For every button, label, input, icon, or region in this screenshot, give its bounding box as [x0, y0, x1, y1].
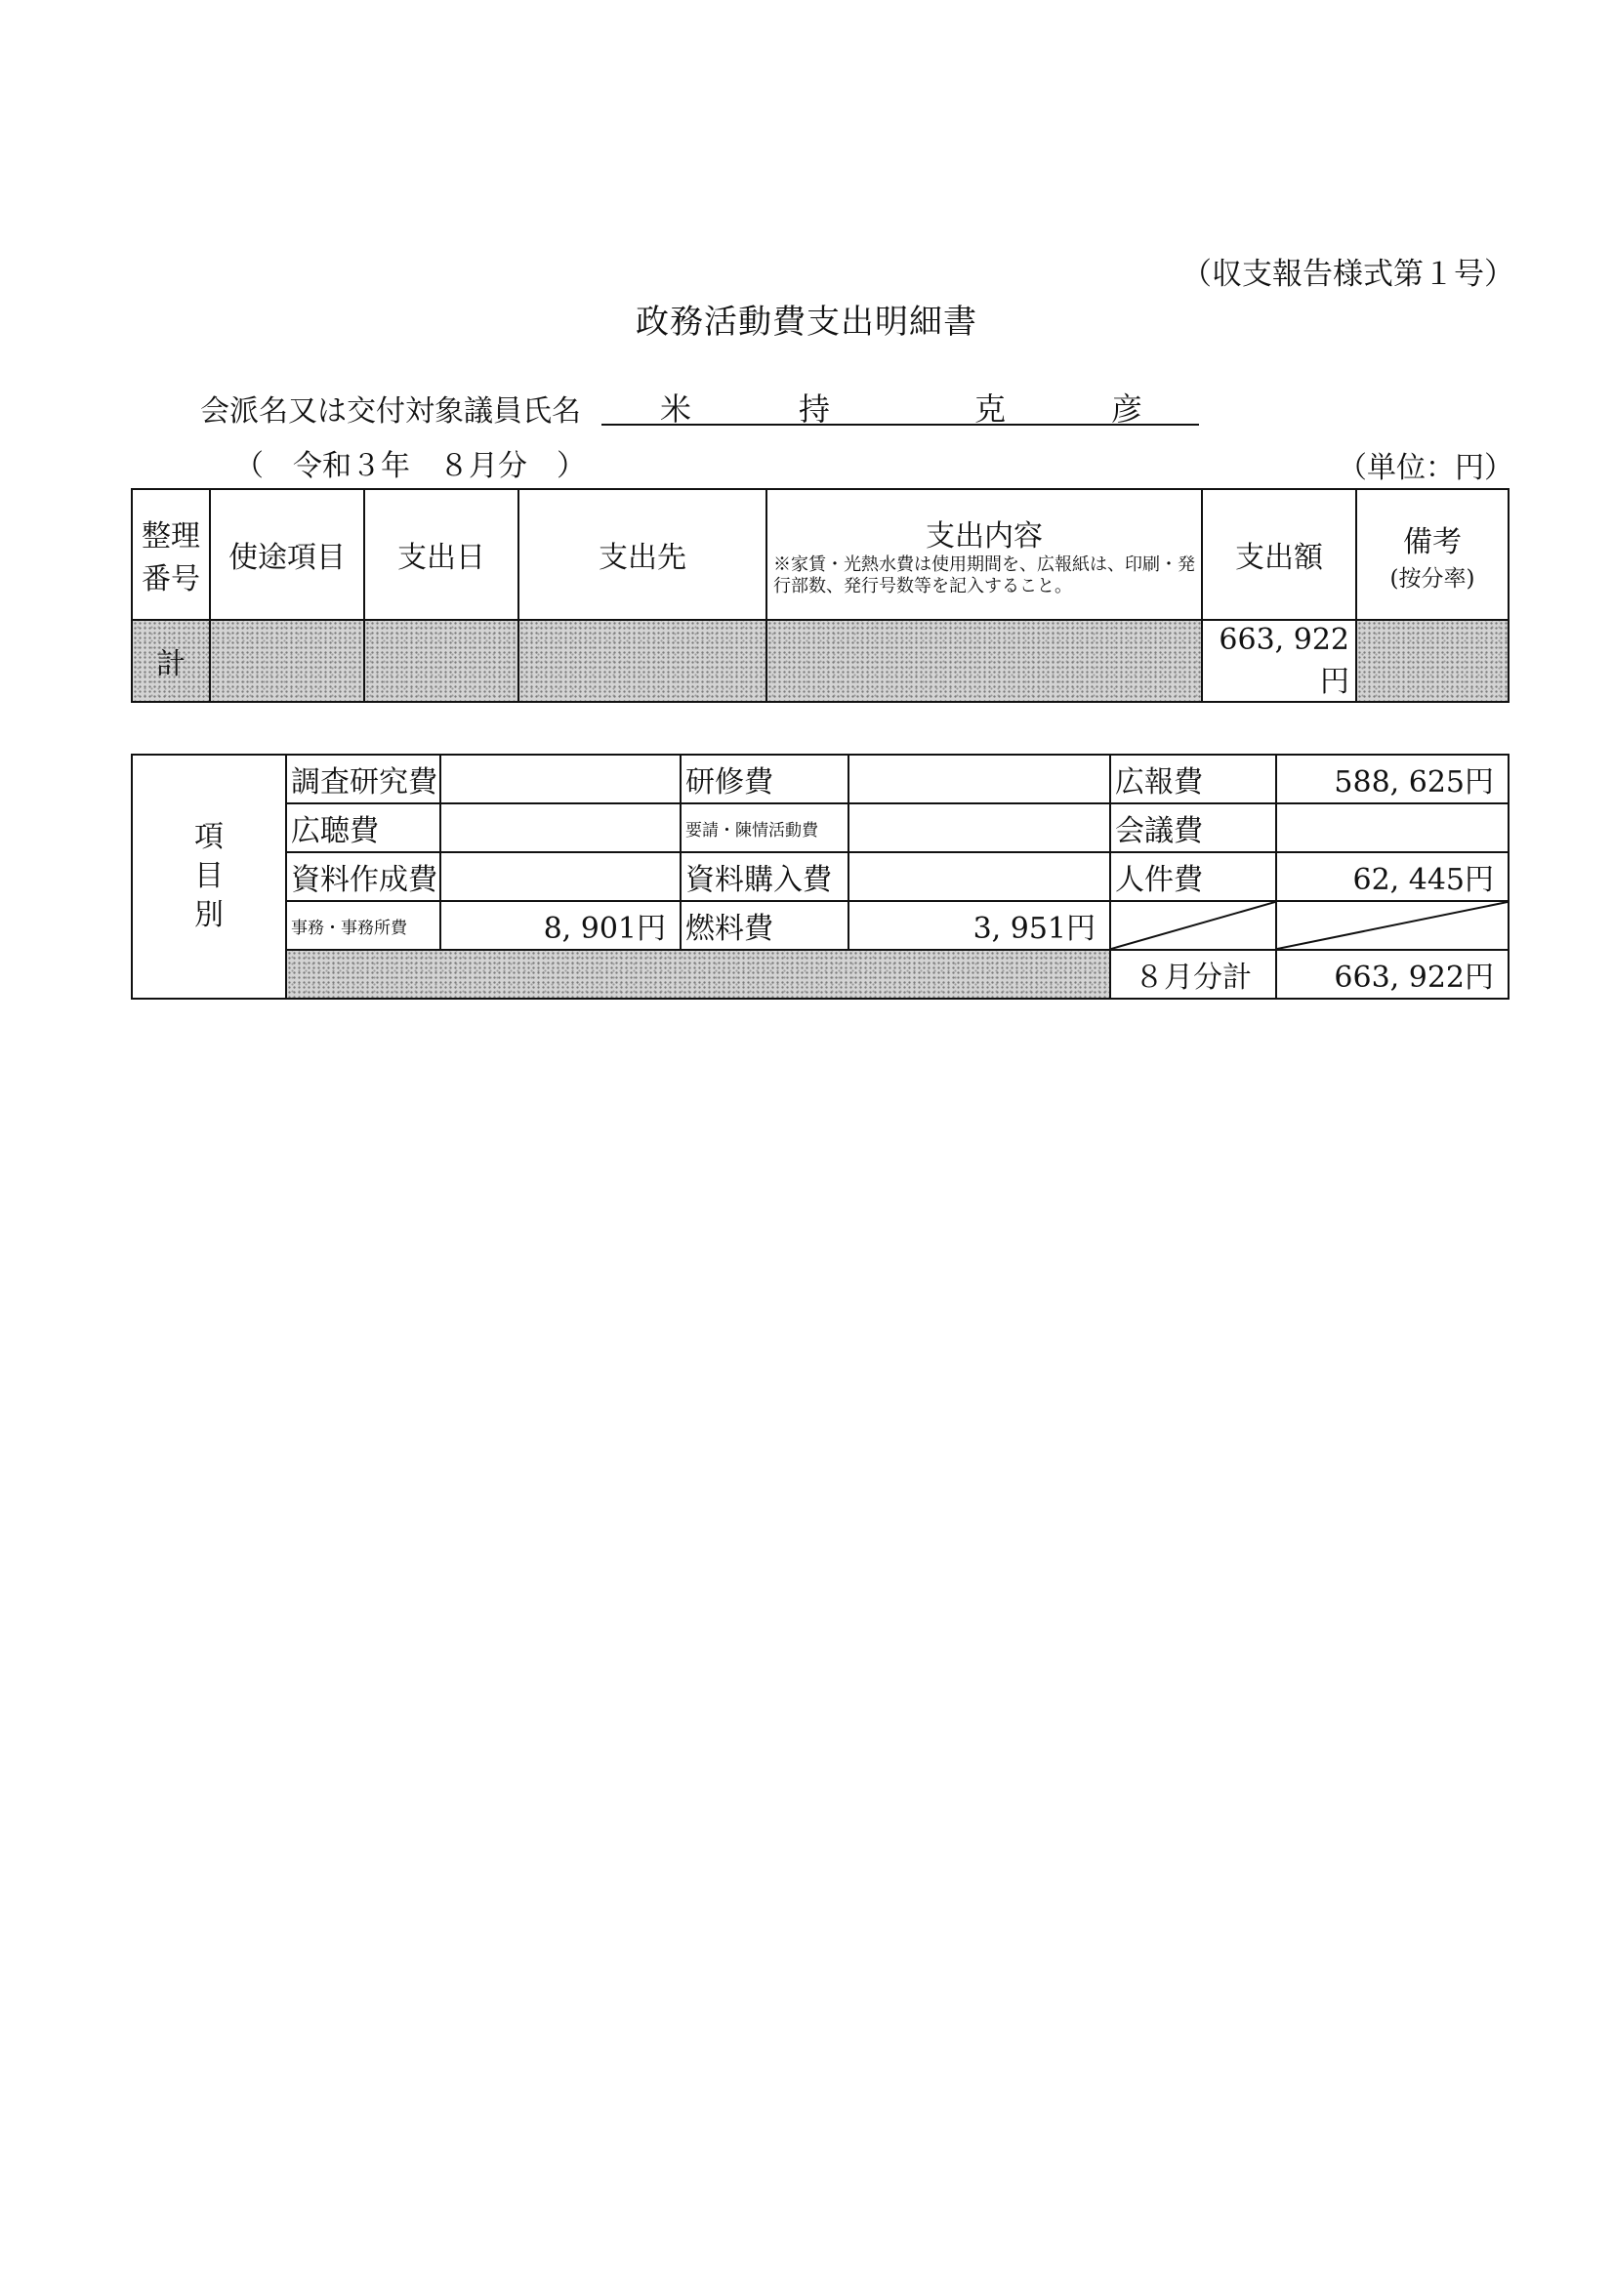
remarks-header [1356, 489, 1509, 620]
category-label: 会議費 [1110, 803, 1276, 852]
seq-header-top: 整理 [142, 519, 200, 554]
member-name-char: 彦 [1111, 390, 1143, 428]
diagonal-empty-cell [1276, 901, 1509, 950]
category-value: 3, 951円 [848, 901, 1110, 950]
category-label: 事務・事務所費 [286, 901, 440, 950]
payee-header: 支出先 [518, 489, 766, 620]
seq-header-bottom: 番号 [142, 562, 200, 596]
month-total-label: ８月分計 [1110, 950, 1276, 999]
category-label: 研修費 [681, 755, 848, 803]
category-value [440, 852, 681, 901]
purpose-header: 使途項目 [210, 489, 364, 620]
redacted-cell [518, 620, 766, 702]
member-name-char: 克 [974, 390, 1007, 428]
redacted-cell [766, 620, 1202, 702]
redacted-cell [1356, 620, 1509, 702]
category-label: 要請・陳情活動費 [681, 803, 848, 852]
summary-row [132, 803, 1509, 852]
summary-row [132, 852, 1509, 901]
category-value [440, 803, 681, 852]
category-value [848, 755, 1110, 803]
faction-label: 会派名又は交付対象議員氏名 [200, 394, 581, 429]
category-value [440, 755, 681, 803]
redacted-cell [364, 620, 518, 702]
report-period: （ 令和３年 ８月分 ） [234, 449, 586, 483]
category-value: 588, 625円 [1276, 755, 1509, 803]
category-label: 燃料費 [681, 901, 848, 950]
total-amount-cell: 663, 922円 [1202, 620, 1356, 702]
category-summary-table [131, 754, 1510, 1000]
category-value [1276, 803, 1509, 852]
category-label: 資料作成費 [286, 852, 440, 901]
summary-row [132, 901, 1509, 950]
category-label: 広報費 [1110, 755, 1276, 803]
redacted-cell [286, 950, 1110, 999]
seq-number-header [132, 489, 210, 620]
category-value: 62, 445円 [1276, 852, 1509, 901]
category-label: 調査研究費 [286, 755, 440, 803]
category-value [848, 803, 1110, 852]
category-label: 広聴費 [286, 803, 440, 852]
summary-row [132, 755, 1509, 803]
diagonal-slash [1277, 902, 1508, 949]
content-header-label: 支出内容 [926, 519, 1043, 554]
diagonal-empty-cell [1110, 901, 1276, 950]
form-number: （収支報告様式第１号） [1181, 257, 1514, 292]
remarks-header-sub: (按分率) [1389, 565, 1475, 592]
total-label-cell: 計 [132, 620, 210, 702]
remarks-header-label: 備考 [1403, 524, 1462, 559]
month-total-value: 663, 922円 [1276, 950, 1509, 999]
summary-total-row [132, 950, 1509, 999]
redacted-cell [210, 620, 364, 702]
category-value [848, 852, 1110, 901]
document-title: 政務活動費支出明細書 [636, 303, 977, 342]
content-header [766, 489, 1202, 620]
category-side-label: 項 目 別 [132, 755, 286, 999]
category-label: 人件費 [1110, 852, 1276, 901]
date-header: 支出日 [364, 489, 518, 620]
member-name-char: 持 [799, 390, 831, 428]
member-name-char: 米 [660, 390, 692, 428]
detail-header-row [132, 489, 1509, 620]
member-name-underline [601, 424, 1199, 426]
category-label: 資料購入費 [681, 852, 848, 901]
expense-detail-table [131, 488, 1510, 703]
detail-total-row [132, 620, 1509, 702]
category-value: 8, 901円 [440, 901, 681, 950]
unit-label: （単位：円） [1338, 451, 1513, 485]
diagonal-slash [1111, 902, 1275, 949]
content-header-note: ※家賃・光熱水費は使用期間を、広報紙は、印刷・発行部数、発行号数等を記入すること。 [773, 554, 1195, 596]
amount-header: 支出額 [1202, 489, 1356, 620]
